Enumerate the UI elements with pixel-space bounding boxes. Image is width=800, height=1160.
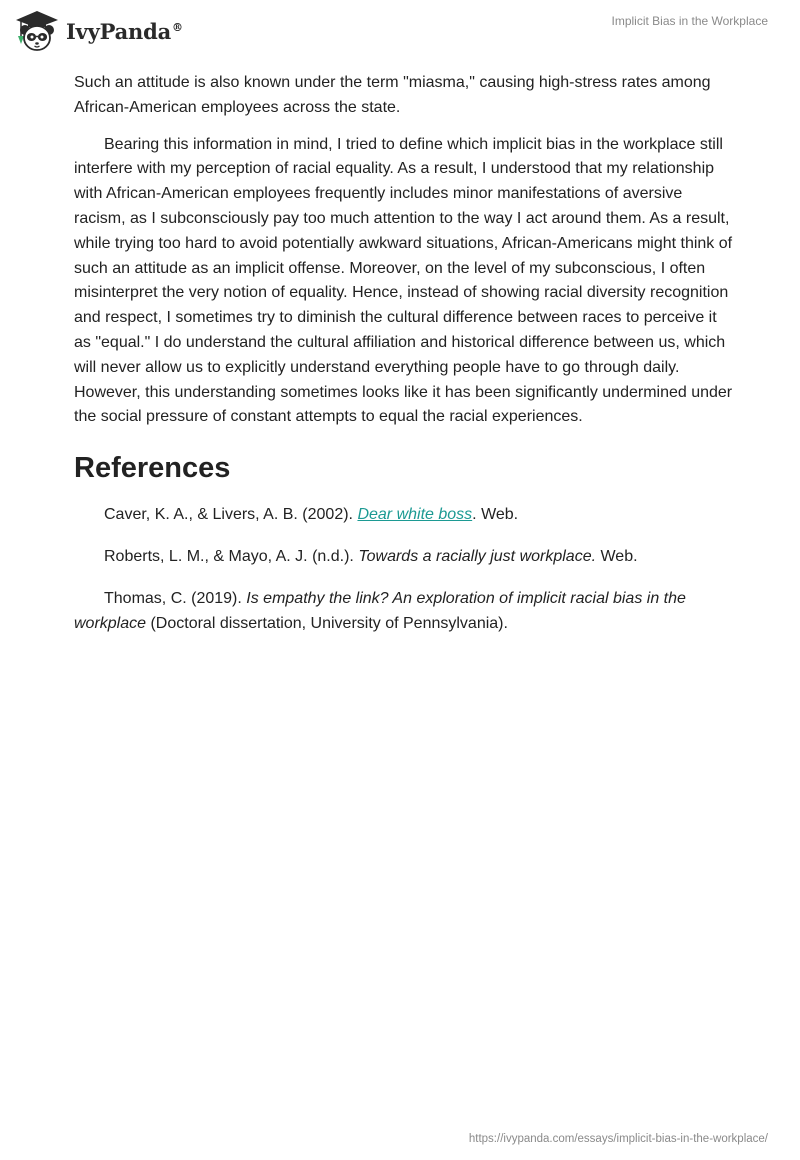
panda-graduate-icon <box>14 10 60 52</box>
registered-mark: ® <box>172 20 183 34</box>
document-title: Implicit Bias in the Workplace <box>611 14 768 28</box>
references-heading: References <box>74 452 231 485</box>
reference-link-dear-white-boss[interactable]: Dear white boss <box>357 506 473 524</box>
reference-item-1: Caver, K. A., & Livers, A. B. (2002). Dear white boss. Web. <box>104 506 519 524</box>
brand-name: IvyPanda® <box>66 18 183 44</box>
paragraph-1: Such an attitude is also known under the term "miasma," causing high-stress rates among African-American employees across the state. <box>74 74 711 116</box>
ivypanda-logo[interactable] <box>14 10 183 52</box>
source-url[interactable]: https://ivypanda.com/essays/implicit-bias-in-the-workplace/ <box>468 1133 768 1145</box>
paragraph-2: Bearing this information in mind, I tried to define which implicit bias in the workplace still interfere with my perception of racial equality. As a result, I understood that my relationship with African-American employees frequently includes minor manifestations of aversive racism, as I subconsciously pay too much attention to the way I act around them. As a result, while trying too hard to avoid potentially awkward situations, African-Americans might think of such an attitude as an implicit offense. Moreover, on the level of my subconscious, I often misinterpret the very notion of equality. Hence, instead of showing racial diversity recognition and respect, I sometimes try to diminish the cultural difference between races to perceive it as "equal." I do understand the cultural affiliation and historical difference between us, which will never allow us to explicitly understand everything people have to go through daily. However, this understanding sometimes looks like it has been significantly undermined under the social pressure of constant attempts to equal the racial experiences. <box>74 135 733 426</box>
reference-item-3: Thomas, C. (2019). Is empathy the link? An exploration of implicit racial bias in the workplace (Doctoral dissertation, University of Pennsylvania). <box>74 589 686 632</box>
reference-title: Towards a racially just workplace. <box>358 547 597 565</box>
reference-title: Is empathy the link? An exploration of implicit racial bias in the workplace <box>74 589 686 632</box>
reference-item-2: Roberts, L. M., & Mayo, A. J. (n.d.). Towards a racially just workplace. Web. <box>104 547 638 565</box>
essay-content <box>74 71 734 653</box>
page-header <box>0 0 800 70</box>
